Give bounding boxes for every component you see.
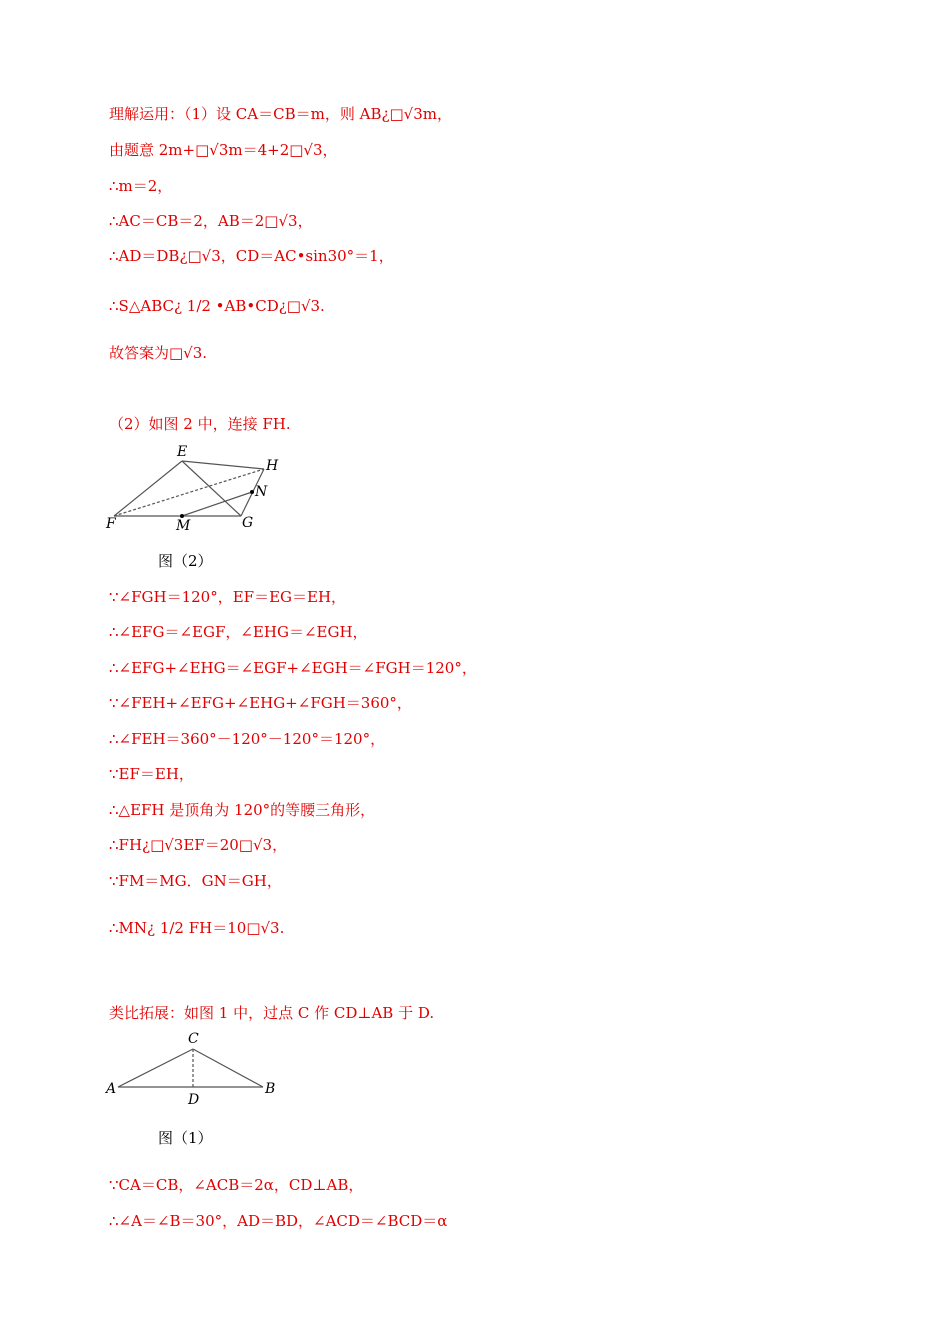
text-line-21: ∴∠A＝∠B＝30°，AD＝BD，∠ACD＝∠BCD＝α bbox=[109, 1212, 448, 1230]
label-N: N bbox=[255, 484, 268, 500]
text-line-14: ∵EF＝EH， bbox=[109, 765, 194, 783]
text-line-15: ∴△EFH 是顶角为 120°的等腰三角形， bbox=[109, 801, 376, 819]
text-line-5: ∴AD＝DB¿□√3，CD＝AC•sin30°＝1， bbox=[109, 247, 394, 265]
text-line-13: ∴∠FEH＝360°－120°－120°＝120°， bbox=[109, 730, 386, 748]
label-C: C bbox=[188, 1031, 199, 1047]
text-line-3: ∴m＝2， bbox=[109, 177, 173, 195]
text-line-19: 类比拓展：如图 1 中，过点 C 作 CD⊥AB 于 D. bbox=[109, 1004, 435, 1022]
label-E: E bbox=[177, 444, 188, 460]
label-A: A bbox=[106, 1081, 117, 1097]
text-line-18: ∴MN¿ 1/2 FH＝10□√3. bbox=[109, 919, 285, 937]
text-line-8: （2）如图 2 中，连接 FH. bbox=[109, 415, 291, 433]
text-line-20: ∵CA＝CB，∠ACB＝2α，CD⊥AB， bbox=[109, 1176, 364, 1194]
text-line-9: ∵∠FGH＝120°，EF＝EG＝EH， bbox=[109, 588, 347, 606]
text-line-17: ∵FM＝MG．GN＝GH， bbox=[109, 872, 282, 890]
text-line-16: ∴FH¿□√3EF＝20□√3， bbox=[109, 836, 288, 854]
text-line-6: ∴S△ABC¿ 1/2 •AB•CD¿□√3. bbox=[109, 297, 325, 315]
text-line-7: 故答案为□√3. bbox=[109, 344, 208, 362]
text-line-1: 理解运用：（1）设 CA＝CB＝m，则 AB¿□√3m， bbox=[109, 105, 453, 123]
figure-2-diagram bbox=[100, 440, 300, 540]
label-M: M bbox=[176, 518, 191, 534]
text-line-11: ∴∠EFG+∠EHG＝∠EGF+∠EGH＝∠FGH＝120°， bbox=[109, 659, 477, 677]
text-line-2: 由题意 2m+□√3m＝4+2□√3， bbox=[109, 141, 338, 159]
label-G: G bbox=[242, 515, 254, 531]
figure-2-caption: 图（2） bbox=[158, 552, 213, 570]
text-line-4: ∴AC＝CB＝2，AB＝2□√3， bbox=[109, 212, 313, 230]
label-F: F bbox=[106, 516, 116, 532]
label-D: D bbox=[188, 1092, 200, 1108]
label-H: H bbox=[266, 458, 279, 474]
text-line-12: ∵∠FEH+∠EFG+∠EHG+∠FGH＝360°， bbox=[109, 694, 412, 712]
text-line-10: ∴∠EFG＝∠EGF，∠EHG＝∠EGH， bbox=[109, 623, 368, 641]
figure-1-diagram bbox=[100, 1025, 290, 1115]
figure-1-caption: 图（1） bbox=[158, 1129, 213, 1147]
label-B: B bbox=[265, 1081, 276, 1097]
